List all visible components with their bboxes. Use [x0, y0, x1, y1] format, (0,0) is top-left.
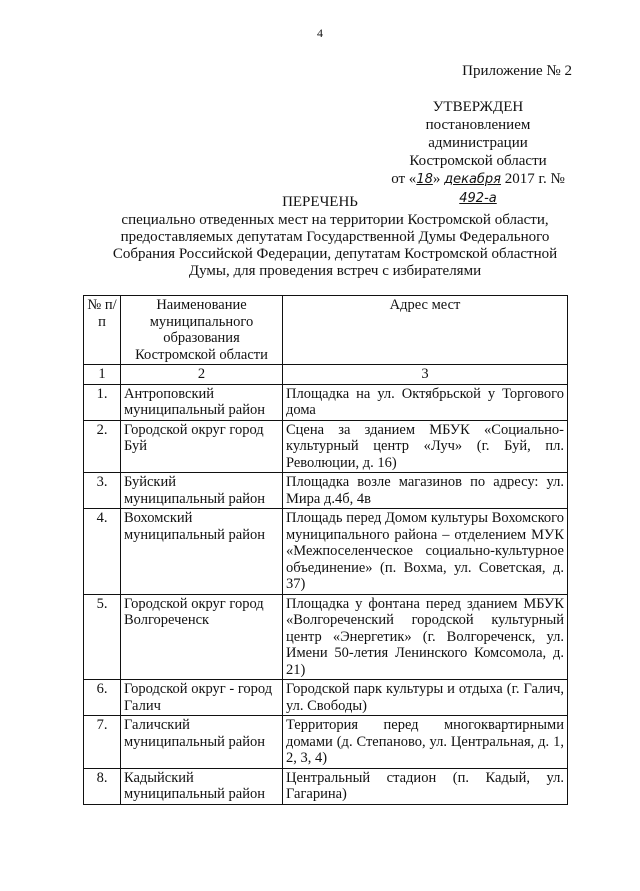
table-row [84, 473, 568, 509]
table-index-row [84, 365, 568, 385]
places-table [83, 295, 568, 805]
header-municipality: Наименование муниципального образования Костромской области [121, 296, 283, 365]
index-cell: 3 [283, 365, 568, 385]
approval-stamp [378, 98, 578, 208]
row-number: 5. [84, 594, 121, 680]
approved-heading: УТВЕРЖДЕН [432, 99, 524, 115]
page-number: 4 [317, 26, 323, 40]
table-row [84, 716, 568, 769]
approval-line-1: постановлением администрации [425, 117, 531, 151]
date-day: 18 [416, 172, 433, 187]
table-row [84, 384, 568, 420]
row-municipality: Галичский муниципальный район [121, 716, 283, 769]
row-address: Площадка возле магазинов по адресу: ул. Мира д.4б, 4в [283, 473, 568, 509]
table-header-row [84, 296, 568, 365]
row-municipality: Городской округ город Буй [121, 420, 283, 473]
row-address: Территория перед многоквартирными домами (д. Степаново, ул. Центральная, д. 1, 2, 3, 4) [283, 716, 568, 769]
table-row [84, 509, 568, 595]
row-municipality: Антроповский муниципальный район [121, 384, 283, 420]
date-year: 2017 г. № [504, 171, 565, 187]
row-number: 1. [84, 384, 121, 420]
table-row [84, 594, 568, 680]
row-number: 4. [84, 509, 121, 595]
row-municipality: Городской округ - город Галич [121, 680, 283, 716]
approval-block [348, 62, 578, 208]
row-address: Сцена за зданием МБУК «Социально-культурный центр «Луч» (г. Буй, пл. Революции, д. 16) [283, 420, 568, 473]
row-address: Площадка у фонтана перед зданием МБУК «Волгореченский городской культурный центр «Энергетик» (г. Волгореченск, ул. Имени 50-летия Ленинского Комсомола, д. 21) [283, 594, 568, 680]
header-number: № п/п [84, 296, 121, 365]
table-row [84, 680, 568, 716]
row-address: Площадка на ул. Октябрьской у Торгового дома [283, 384, 568, 420]
appendix-label: Приложение № 2 [462, 63, 572, 79]
row-address: Площадь перед Домом культуры Вохомского муниципального района – отделением МУК «Межпоселенческое социально-культурное объединение» (п. Вохма, ул. Советская, д. 37) [283, 509, 568, 595]
index-cell: 2 [121, 365, 283, 385]
header-address: Адрес мест [283, 296, 568, 365]
row-number: 7. [84, 716, 121, 769]
index-cell: 1 [84, 365, 121, 385]
row-number: 2. [84, 420, 121, 473]
date-month: декабря [444, 172, 502, 187]
document-title: ПЕРЕЧЕНЬ [282, 194, 358, 210]
row-municipality: Кадыйский муниципальный район [121, 768, 283, 804]
table-row [84, 768, 568, 804]
approval-line-2: Костромской области [409, 153, 547, 169]
table-row [84, 420, 568, 473]
date-quote: » [432, 171, 441, 187]
decree-number: 492-а [459, 191, 497, 206]
row-address: Городской парк культуры и отдыха (г. Галич, ул. Свободы) [283, 680, 568, 716]
row-number: 3. [84, 473, 121, 509]
row-municipality: Городской округ город Волгореченск [121, 594, 283, 680]
row-number: 8. [84, 768, 121, 804]
row-address: Центральный стадион (п. Кадый, ул. Гагарина) [283, 768, 568, 804]
row-municipality: Вохомский муниципальный район [121, 509, 283, 595]
row-number: 6. [84, 680, 121, 716]
date-prefix: от « [391, 171, 417, 187]
document-subtitle: специально отведенных мест на территории Костромской области, предоставляемых депутатам Государственной Думы Федерального Собрания Российской Федерации, депутатам Костромской областной Думы, для проведения встреч с избирателями [112, 212, 558, 279]
row-municipality: Буйский муниципальный район [121, 473, 283, 509]
